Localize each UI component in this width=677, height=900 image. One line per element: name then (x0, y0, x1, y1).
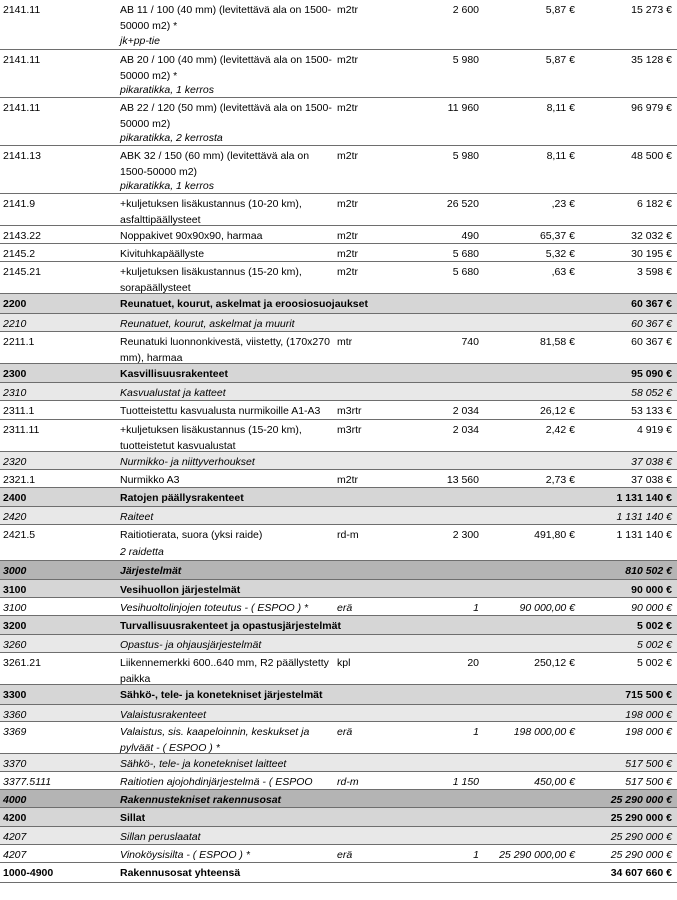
total-cell: 1 131 140 € (616, 492, 672, 504)
total-cell: 715 500 € (625, 689, 672, 701)
quantity-cell: 1 (473, 726, 479, 738)
description-cell: Kivituhkapäällyste (120, 248, 205, 260)
total-cell: 95 090 € (631, 368, 672, 380)
total-cell: 25 290 000 € (610, 849, 672, 861)
code-cell: 3369 (3, 726, 27, 738)
quantity-cell: 2 034 (452, 405, 479, 417)
code-cell: 2420 (3, 511, 27, 523)
unit-cell: m2tr (337, 230, 358, 242)
unit-cell: m2tr (337, 198, 358, 210)
total-cell: 5 002 € (636, 657, 672, 669)
quantity-cell: 1 150 (452, 776, 479, 788)
table-row (0, 754, 677, 772)
table-row (0, 383, 677, 401)
description-cell: Rakennustekniset rakennusosat (120, 794, 282, 806)
code-cell: 4200 (3, 812, 27, 824)
total-cell: 198 000 € (625, 726, 672, 738)
table-row (0, 294, 677, 314)
unit-price-cell: ,63 € (551, 266, 575, 278)
description-cell: AB 22 / 120 (50 mm) (levitettävä ala on 1500-50000 m2) (120, 102, 332, 130)
quantity-cell: 2 034 (452, 424, 479, 436)
quantity-cell: 740 (461, 336, 479, 348)
quantity-cell: 5 680 (452, 266, 479, 278)
quantity-cell: 5 980 (452, 150, 479, 162)
code-cell: 3100 (3, 584, 27, 596)
unit-cell: kpl (337, 657, 351, 669)
quantity-cell: 26 520 (446, 198, 479, 210)
total-cell: 60 367 € (631, 298, 672, 310)
row-note: jk+pp-tie (120, 35, 160, 47)
unit-cell: m2tr (337, 102, 358, 114)
description-cell: Reunatuet, kourut, askelmat ja eroosiosuojaukset (120, 298, 368, 310)
table-row (0, 146, 677, 194)
quantity-cell: 2 300 (452, 529, 479, 541)
code-cell: 4207 (3, 849, 27, 861)
description-cell: Raitiotierata, suora (yksi raide) (120, 529, 263, 541)
code-cell: 2141.9 (3, 198, 36, 210)
description-cell: Reunatuet, kourut, askelmat ja muurit (120, 318, 295, 330)
code-cell: 2200 (3, 298, 27, 310)
total-cell: 15 273 € (631, 4, 672, 16)
description-cell: Sähkö-, tele- ja konetekniset laitteet (120, 758, 287, 770)
table-row (0, 50, 677, 98)
unit-price-cell: 5,87 € (545, 54, 575, 66)
table-row (0, 616, 677, 635)
quantity-cell: 13 560 (446, 474, 479, 486)
table-row (0, 314, 677, 332)
unit-cell: m3rtr (337, 424, 362, 436)
unit-price-cell: 25 290 000,00 € (499, 849, 575, 861)
code-cell: 1000-4900 (3, 867, 54, 879)
table-row (0, 470, 677, 488)
row-note: pikaratikka, 1 kerros (120, 180, 214, 192)
unit-price-cell: 8,11 € (546, 102, 575, 114)
description-cell: ABK 32 / 150 (60 mm) (levitettävä ala on 1500-50000 m2) (120, 150, 310, 178)
quantity-cell: 1 (473, 602, 479, 614)
description-cell: Vesihuollon järjestelmät (120, 584, 241, 596)
table-row (0, 420, 677, 452)
unit-cell: m2tr (337, 54, 358, 66)
code-cell: 2145.2 (3, 248, 36, 260)
code-cell: 2145.21 (3, 266, 41, 278)
table-row (0, 488, 677, 507)
total-cell: 60 367 € (631, 318, 672, 330)
code-cell: 2321.1 (3, 474, 36, 486)
table-row (0, 580, 677, 598)
total-cell: 96 979 € (631, 102, 672, 114)
description-cell: +kuljetuksen lisäkustannus (15-20 km), sorapäällysteet (120, 266, 302, 294)
table-row (0, 653, 677, 685)
unit-price-cell: 81,58 € (539, 336, 575, 348)
code-cell: 4000 (3, 794, 27, 806)
unit-price-cell: 65,37 € (539, 230, 575, 242)
description-cell: Nurmikko- ja niittyverhoukset (120, 456, 255, 468)
unit-cell: m2tr (337, 4, 358, 16)
description-cell: Opastus- ja ohjausjärjestelmät (120, 639, 262, 651)
total-cell: 25 290 000 € (610, 794, 672, 806)
description-cell: AB 11 / 100 (40 mm) (levitettävä ala on 1500-50000 m2) * (120, 4, 332, 32)
unit-price-cell: ,23 € (551, 198, 575, 210)
code-cell: 3300 (3, 689, 27, 701)
unit-cell: erä (337, 849, 353, 861)
description-cell: Raitiotien ajojohdinjärjestelmä - ( ESPOO (120, 776, 313, 788)
unit-price-cell: 2,42 € (545, 424, 575, 436)
table-row (0, 244, 677, 262)
description-cell: Järjestelmät (120, 565, 182, 577)
unit-cell: m2tr (337, 150, 358, 162)
table-row (0, 722, 677, 754)
table-row (0, 598, 677, 616)
description-cell: Reunatuki luonnonkivestä, viistetty, (170x270 mm), harmaa (120, 336, 330, 364)
total-cell: 3 598 € (636, 266, 672, 278)
unit-cell: rd-m (337, 529, 359, 541)
code-cell: 2311.1 (3, 405, 35, 417)
total-cell: 25 290 000 € (610, 831, 672, 843)
description-cell: +kuljetuksen lisäkustannus (15-20 km), tuotteistetut kasvualustat (120, 424, 302, 452)
description-cell: Raiteet (120, 511, 154, 523)
quantity-cell: 2 600 (452, 4, 479, 16)
description-cell: Sillan peruslaatat (120, 831, 201, 843)
code-cell: 3377.5111 (3, 776, 52, 788)
total-cell: 53 133 € (631, 405, 672, 417)
quantity-cell: 5 980 (452, 54, 479, 66)
total-cell: 48 500 € (631, 150, 672, 162)
unit-cell: m2tr (337, 266, 358, 278)
total-cell: 810 502 € (625, 565, 672, 577)
total-cell: 5 002 € (636, 639, 672, 651)
table-row (0, 226, 677, 244)
description-cell: AB 20 / 100 (40 mm) (levitettävä ala on 1500-50000 m2) * (120, 54, 332, 82)
row-note: pikaratikka, 2 kerrosta (120, 132, 223, 144)
description-cell: Turvallisuusrakenteet ja opastusjärjestelmät (120, 620, 341, 632)
table-row (0, 507, 677, 525)
description-cell: Valaistusrakenteet (120, 709, 206, 721)
unit-price-cell: 450,00 € (534, 776, 575, 788)
quantity-cell: 5 680 (452, 248, 479, 260)
description-cell: Rakennusosat yhteensä (120, 867, 241, 879)
code-cell: 3260 (3, 639, 27, 651)
code-cell: 2141.11 (3, 102, 41, 114)
table-row (0, 452, 677, 470)
total-cell: 30 195 € (631, 248, 672, 260)
total-cell: 517 500 € (625, 776, 672, 788)
unit-cell: m2tr (337, 474, 358, 486)
unit-price-cell: 26,12 € (539, 405, 575, 417)
quantity-cell: 1 (473, 849, 479, 861)
code-cell: 2141.11 (3, 4, 41, 16)
total-cell: 58 052 € (631, 387, 672, 399)
table-row (0, 262, 677, 294)
unit-cell: erä (337, 726, 353, 738)
table-row (0, 525, 677, 561)
table-row (0, 401, 677, 420)
total-cell: 25 290 000 € (610, 812, 672, 824)
code-cell: 3360 (3, 709, 27, 721)
code-cell: 2310 (3, 387, 27, 399)
total-cell: 198 000 € (625, 709, 672, 721)
total-cell: 4 919 € (636, 424, 672, 436)
total-cell: 1 131 140 € (616, 511, 672, 523)
description-cell: Sillat (120, 812, 146, 824)
description-cell: Nurmikko A3 (120, 474, 180, 486)
unit-cell: mtr (337, 336, 353, 348)
unit-price-cell: 250,12 € (534, 657, 575, 669)
description-cell: Liikennemerkki 600..640 mm, R2 päällystetty paikka (120, 657, 329, 685)
code-cell: 2210 (3, 318, 27, 330)
description-cell: Vesihuoltolinjojen toteutus - ( ESPOO ) * (120, 602, 309, 614)
total-cell: 90 000 € (631, 584, 672, 596)
unit-cell: m3rtr (337, 405, 362, 417)
total-cell: 5 002 € (636, 620, 672, 632)
table-row (0, 863, 677, 883)
unit-price-cell: 2,73 € (545, 474, 575, 486)
unit-cell: erä (337, 602, 353, 614)
row-note: 2 raidetta (120, 546, 164, 558)
description-cell: Vinoköysisilta - ( ESPOO ) * (120, 849, 250, 861)
table-row (0, 332, 677, 364)
quantity-cell: 20 (467, 657, 479, 669)
total-cell: 37 038 € (631, 456, 672, 468)
description-cell: Noppakivet 90x90x90, harmaa (120, 230, 263, 242)
total-cell: 1 131 140 € (616, 529, 672, 541)
row-note: pikaratikka, 1 kerros (120, 84, 214, 96)
total-cell: 34 607 660 € (610, 867, 672, 879)
total-cell: 90 000 € (631, 602, 672, 614)
unit-price-cell: 198 000,00 € (513, 726, 575, 738)
total-cell: 60 367 € (631, 336, 672, 348)
table-row (0, 98, 677, 146)
unit-cell: m2tr (337, 248, 358, 260)
total-cell: 6 182 € (636, 198, 672, 210)
code-cell: 3100 (3, 602, 27, 614)
table-row (0, 705, 677, 722)
table-row (0, 845, 677, 863)
table-row (0, 194, 677, 226)
code-cell: 2141.13 (3, 150, 41, 162)
unit-price-cell: 5,32 € (545, 248, 575, 260)
code-cell: 4207 (3, 831, 27, 843)
total-cell: 37 038 € (631, 474, 672, 486)
quantity-cell: 11 960 (447, 102, 479, 114)
total-cell: 35 128 € (631, 54, 672, 66)
code-cell: 2400 (3, 492, 27, 504)
description-cell: Ratojen päällysrakenteet (120, 492, 244, 504)
unit-price-cell: 90 000,00 € (519, 602, 575, 614)
table-row (0, 561, 677, 580)
unit-price-cell: 5,87 € (545, 4, 575, 16)
table-row (0, 364, 677, 383)
table-row (0, 808, 677, 827)
unit-price-cell: 8,11 € (546, 150, 575, 162)
code-cell: 3200 (3, 620, 27, 632)
code-cell: 3370 (3, 758, 27, 770)
table-row (0, 827, 677, 845)
table-row (0, 772, 677, 790)
code-cell: 2141.11 (3, 54, 41, 66)
quantity-cell: 490 (461, 230, 479, 242)
code-cell: 2421.5 (3, 529, 36, 541)
description-cell: Tuotteistettu kasvualusta nurmikoille A1-A3 (120, 405, 321, 417)
unit-price-cell: 491,80 € (534, 529, 575, 541)
code-cell: 3000 (3, 565, 27, 577)
code-cell: 2211.1 (3, 336, 35, 348)
total-cell: 517 500 € (625, 758, 672, 770)
unit-cell: rd-m (337, 776, 359, 788)
table-row (0, 685, 677, 705)
code-cell: 2143.22 (3, 230, 41, 242)
code-cell: 2300 (3, 368, 27, 380)
code-cell: 3261.21 (3, 657, 41, 669)
description-cell: Sähkö-, tele- ja konetekniset järjestelmät (120, 689, 323, 701)
description-cell: Valaistus, sis. kaapeloinnin, keskukset ja pylväät - ( ESPOO ) * (120, 726, 310, 754)
total-cell: 32 032 € (631, 230, 672, 242)
table-row (0, 0, 677, 50)
description-cell: Kasvillisuusrakenteet (120, 368, 228, 380)
table-row (0, 790, 677, 808)
description-cell: +kuljetuksen lisäkustannus (10-20 km), asfalttipäällysteet (120, 198, 302, 226)
description-cell: Kasvualustat ja katteet (120, 387, 226, 399)
code-cell: 2320 (3, 456, 27, 468)
code-cell: 2311.11 (3, 424, 40, 436)
table-row (0, 635, 677, 653)
